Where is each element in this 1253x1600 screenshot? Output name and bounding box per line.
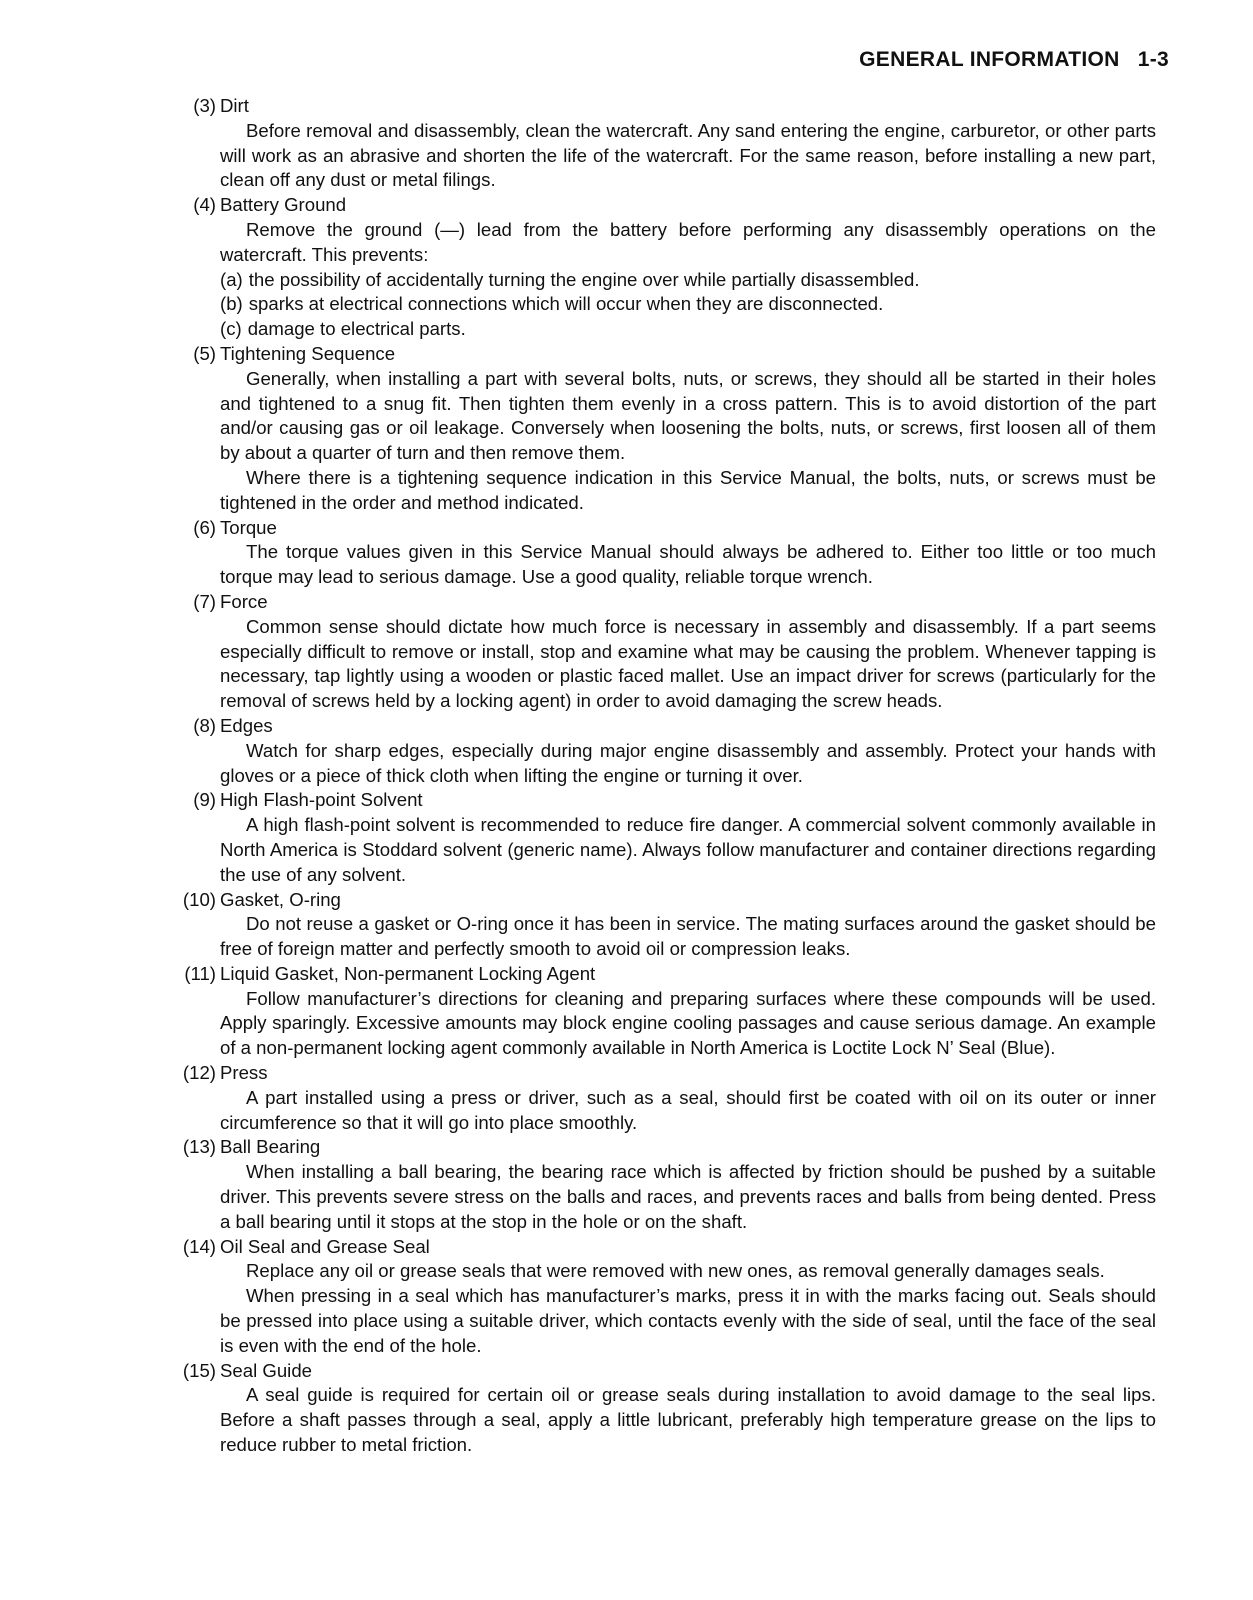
paragraph: When installing a ball bearing, the bearing race which is affected by friction should be pushed by a suitable driver. This prevents severe stress on the balls and races, and prevents races and balls from being dented. Press a ball bearing until it stops at the stop in the hole or on the shaft. bbox=[220, 1161, 1156, 1232]
section bbox=[176, 193, 1156, 342]
paragraph: The torque values given in this Service Manual should always be adhered to. Either too little or too much torque may lead to serious damage. Use a good quality, reliable torque wrench. bbox=[220, 541, 1156, 588]
section-title: Press bbox=[220, 1062, 268, 1084]
section bbox=[176, 888, 1156, 962]
section-title: Edges bbox=[220, 714, 273, 736]
section-number: (5) bbox=[193, 342, 216, 364]
paragraph: Common sense should dictate how much force is necessary in assembly and disassembly. If a part seems especially difficult to remove or install, stop and examine what may be causing the problem. Whenever tapping is necessary, tap lightly using a wooden or plastic faced mallet. Use an impact driver for screws (particularly for the removal of screws held by a locking agent) in order to avoid damaging the screw heads. bbox=[220, 615, 1156, 712]
paragraph: Watch for sharp edges, especially during major engine disassembly and assembly. Protect your hands with gloves or a piece of thick cloth when lifting the engine or turning it over. bbox=[220, 739, 1156, 786]
section-title: Force bbox=[220, 590, 268, 612]
section-number: (11) bbox=[184, 962, 216, 984]
section-body bbox=[220, 218, 1156, 342]
section-number: (6) bbox=[193, 516, 216, 538]
section-heading bbox=[176, 1061, 1156, 1086]
section-number: (15) bbox=[182, 1359, 216, 1381]
list-text: damage to electrical parts. bbox=[247, 318, 466, 340]
section bbox=[176, 714, 1156, 788]
paragraph: A part installed using a press or driver, such as a seal, should first be coated with oil on its outer or inner circumference so that it will go into place smoothly. bbox=[220, 1086, 1156, 1133]
section-number: (10) bbox=[182, 888, 216, 910]
section-title: Torque bbox=[220, 516, 277, 538]
section-heading bbox=[176, 788, 1156, 813]
section-body bbox=[220, 615, 1156, 714]
paragraph: Generally, when installing a part with several bolts, nuts, or screws, they should all be started in their holes and tightened to a snug fit. Then tighten them evenly in a cross pattern. This is to avoid distortion of the part and/or causing gas or oil leakage. Conversely when loosening the bolts, nuts, or screws, first loosen all of them by about a quarter of turn and then remove them. bbox=[220, 367, 1156, 464]
section bbox=[176, 1061, 1156, 1135]
section-heading bbox=[176, 1235, 1156, 1260]
section-body bbox=[220, 1259, 1156, 1358]
header-title: GENERAL INFORMATION bbox=[859, 48, 1120, 71]
paragraph: When pressing in a seal which has manufacturer’s marks, press it in with the marks facing out. Seals should be pressed into place using a suitable driver, which contacts evenly with the side of seal, until the face of the seal is even with the end of the hole. bbox=[220, 1285, 1156, 1356]
section-number: (12) bbox=[182, 1062, 216, 1084]
running-header bbox=[859, 48, 1169, 72]
section-number: (9) bbox=[193, 789, 216, 811]
section bbox=[176, 788, 1156, 887]
section-heading bbox=[176, 342, 1156, 367]
paragraph: A high flash-point solvent is recommended to reduce fire danger. A commercial solvent commonly available in North America is Stoddard solvent (generic name). Always follow manufacturer and container directions regarding the use of any solvent. bbox=[220, 814, 1156, 885]
list-marker: (c) bbox=[220, 318, 242, 340]
paragraph: Replace any oil or grease seals that were removed with new ones, as removal generally damages seals. bbox=[246, 1260, 1105, 1282]
section-heading bbox=[176, 590, 1156, 615]
section-title: Tightening Sequence bbox=[220, 342, 396, 364]
section bbox=[176, 590, 1156, 714]
section bbox=[176, 962, 1156, 1061]
section-heading bbox=[176, 1359, 1156, 1384]
section-heading bbox=[176, 193, 1156, 218]
section bbox=[176, 516, 1156, 590]
paragraph: Where there is a tightening sequence indication in this Service Manual, the bolts, nuts, or screws must be tightened in the order and method indicated. bbox=[220, 466, 1156, 513]
section-number: (8) bbox=[193, 714, 216, 736]
list-text: the possibility of accidentally turning the engine over while partially disassembled. bbox=[248, 268, 920, 290]
section-body bbox=[220, 1160, 1156, 1234]
section-number: (13) bbox=[182, 1136, 216, 1158]
section-title: Ball Bearing bbox=[220, 1136, 321, 1158]
section-number: (7) bbox=[193, 590, 216, 612]
section-title: Seal Guide bbox=[220, 1359, 312, 1381]
section-body bbox=[220, 1086, 1156, 1136]
section-title: High Flash-point Solvent bbox=[220, 789, 423, 811]
section-title: Liquid Gasket, Non-permanent Locking Agent bbox=[220, 962, 596, 984]
section-heading bbox=[176, 714, 1156, 739]
section-number: (14) bbox=[182, 1235, 216, 1257]
page-number: 1-3 bbox=[1137, 48, 1169, 71]
section-heading bbox=[176, 1135, 1156, 1160]
section-body bbox=[220, 987, 1156, 1061]
paragraph: A seal guide is required for certain oil or grease seals during installation to avoid damage to the seal lips. Before a shaft passes through a seal, apply a little lubricant, preferably high temperature grease on the lips to reduce rubber to metal friction. bbox=[220, 1384, 1156, 1456]
section-title: Dirt bbox=[220, 95, 249, 116]
list-item bbox=[220, 292, 1156, 317]
section-title: Oil Seal and Grease Seal bbox=[220, 1235, 430, 1257]
section-body bbox=[220, 119, 1156, 193]
document-body bbox=[176, 94, 1156, 1458]
section-body bbox=[220, 367, 1156, 516]
list-marker: (a) bbox=[220, 268, 243, 290]
list-marker: (b) bbox=[220, 293, 243, 315]
section-number: (3) bbox=[193, 95, 216, 116]
section-heading bbox=[176, 888, 1156, 913]
section bbox=[176, 94, 1156, 193]
section bbox=[176, 1135, 1156, 1234]
section-body bbox=[220, 912, 1156, 962]
section bbox=[176, 1359, 1156, 1458]
paragraph: Do not reuse a gasket or O-ring once it has been in service. The mating surfaces around the gasket should be free of foreign matter and perfectly smooth to avoid oil or compression leaks. bbox=[220, 913, 1156, 960]
list-item bbox=[220, 268, 1156, 293]
section-title: Battery Ground bbox=[220, 194, 347, 216]
section bbox=[176, 342, 1156, 516]
list-item bbox=[220, 317, 1156, 342]
section-body bbox=[220, 739, 1156, 789]
paragraph: Follow manufacturer’s directions for cleaning and preparing surfaces where these compounds will be used. Apply sparingly. Excessive amounts may block engine cooling passages and cause serious damage. An example of a non-permanent locking agent commonly available in North America is Loctite Lock N’ Seal (Blue). bbox=[220, 987, 1156, 1059]
section-heading bbox=[176, 516, 1156, 541]
section-heading bbox=[176, 962, 1156, 987]
section-body bbox=[220, 1383, 1156, 1457]
section-number: (4) bbox=[193, 194, 216, 216]
section-body bbox=[220, 540, 1156, 590]
section-heading bbox=[176, 94, 1156, 119]
section-body bbox=[220, 813, 1156, 887]
section bbox=[176, 1235, 1156, 1359]
section-title: Gasket, O-ring bbox=[220, 888, 341, 910]
paragraph: Remove the ground (—) lead from the battery before performing any disassembly operations on the watercraft. This prevents: bbox=[220, 218, 1156, 265]
list-text: sparks at electrical connections which will occur when they are disconnected. bbox=[248, 293, 884, 315]
paragraph: Before removal and disassembly, clean the watercraft. Any sand entering the engine, carburetor, or other parts will work as an abrasive and shorten the life of the watercraft. For the same reason, before installing a new part, clean off any dust or metal filings. bbox=[220, 119, 1156, 191]
